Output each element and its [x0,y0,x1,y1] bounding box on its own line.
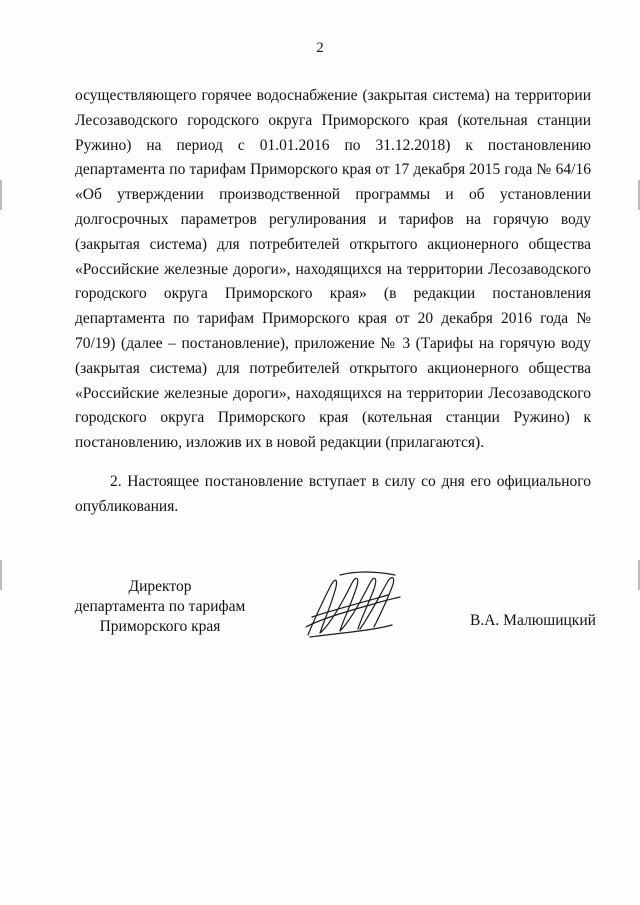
handwritten-signature [300,565,410,645]
signer-title-line-3: Приморского края [99,618,221,635]
page-number: 2 [316,40,324,56]
signer-title-line-1: Директор [128,578,192,595]
paragraph-2: 2. Настоящее постановление вступает в силу со дня его официального опубликования. [75,472,591,515]
paragraph-1: осуществляющего горячее водоснабжение (закрытая система) на территории Лесозаводского городского округа Приморского края (котельная станции Ружино) на период с 01.01.2016 по 31.12.2018) к постановлению департамента по тарифам Приморского края от 17 декабря 2015 года № 64/16 «Об утверждении производственной программы и об установлении долгосрочных параметров регулирования и тарифов на горячую воду (закрытая система) для потребителей открытого акционерного общества «Российские железные дороги», находящихся на территории Лесозаводского городского округа Приморского края» (в редакции постановления департамента по тарифам Приморского края от 20 декабря 2016 года № 70/19) (далее – постановление), приложение № 3 (Тарифы на горячую воду (закрытая система) для потребителей открытого акционерного общества «Российские железные дороги», находящихся на территории Лесозаводского городского округа Приморского края (котельная станции Ружино) к постановлению, изложив их в новой редакции (прилагаются). [75,87,591,452]
signer-title-line-2: департамента по тарифам [74,598,246,615]
scan-edge-mark [0,180,2,210]
document-body [75,84,591,520]
signer-name: В.А. Малюшицкий [470,612,596,629]
scan-edge-mark [0,560,2,590]
signer-title [60,577,260,637]
